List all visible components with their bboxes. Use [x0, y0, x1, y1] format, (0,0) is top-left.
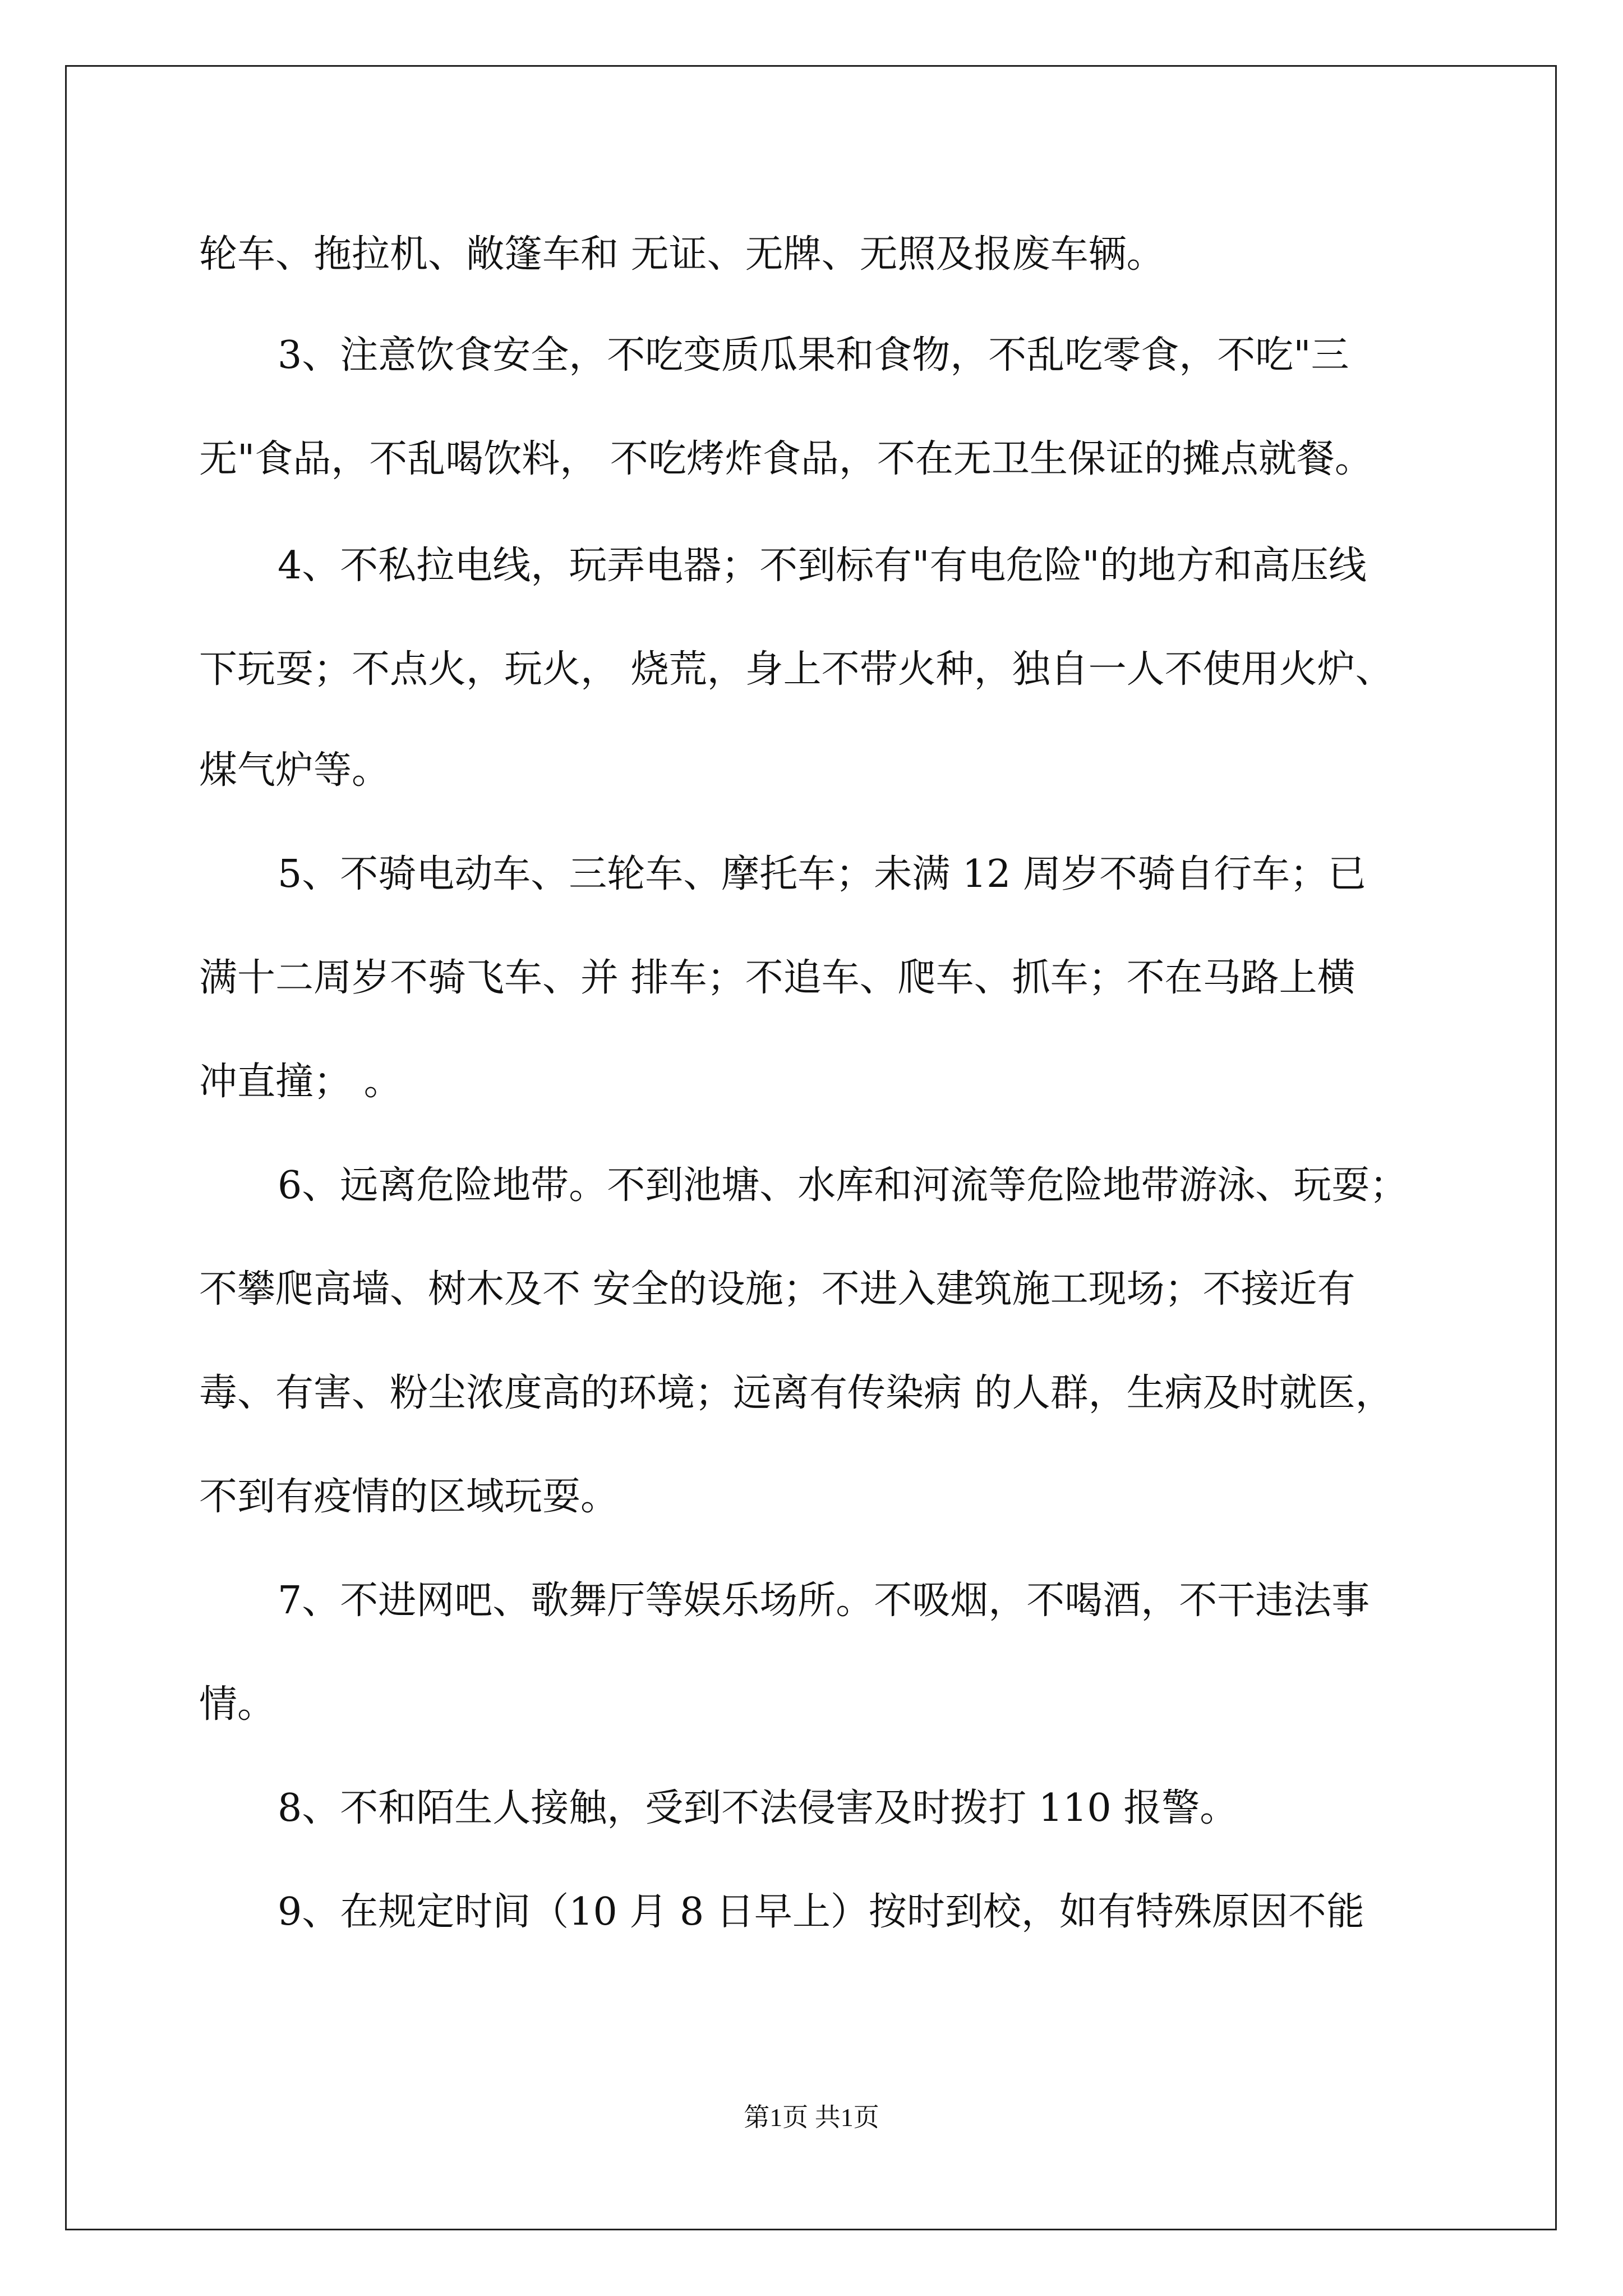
text-line: 5、不骑电动车、三轮车、摩托车；未满 12 周岁不骑自行车；已 [278, 852, 1367, 896]
text-line: 3、注意饮食安全，不吃变质瓜果和食物，不乱吃零食，不吃"三 [278, 333, 1349, 378]
text-line: 冲直撞； 。 [199, 1060, 402, 1104]
text-line: 8、不和陌生人接触，受到不法侵害及时拨打 110 报警。 [278, 1786, 1238, 1830]
text-line: 下玩耍；不点火，玩火， 烧荒，身上不带火种，独自一人不使用火炉、 [199, 647, 1394, 692]
text-line: 毒、有害、粉尘浓度高的环境；远离有传染病 的人群，生病及时就医， [199, 1371, 1394, 1415]
text-line: 不攀爬高墙、树木及不 安全的设施；不进入建筑施工现场；不接近有 [199, 1267, 1355, 1312]
text-line: 煤气炉等。 [199, 748, 390, 793]
text-line: 无"食品，不乱喝饮料， 不吃烤炸食品，不在无卫生保证的摊点就餐。 [199, 437, 1373, 481]
text-line: 6、远离危险地带。不到池塘、水库和河流等危险地带游泳、玩耍； [278, 1163, 1408, 1208]
text-line: 9、在规定时间（10 月 8 日早上）按时到校，如有特殊原因不能 [278, 1890, 1364, 1934]
page-footer: 第1页 共1页 [744, 2103, 879, 2132]
text-line: 情。 [199, 1682, 276, 1727]
text-line: 满十二周岁不骑飞车、并 排车；不追车、爬车、抓车；不在马路上横 [199, 956, 1355, 1000]
text-line: 不到有疫情的区域玩耍。 [199, 1475, 619, 1519]
text-line: 轮车、拖拉机、敞篷车和 无证、无牌、无照及报废车辆。 [199, 232, 1165, 277]
text-line: 4、不私拉电线，玩弄电器；不到标有"有电危险"的地方和高压线 [278, 544, 1367, 588]
text-line: 7、不进网吧、歌舞厅等娱乐场所。不吸烟，不喝酒，不干违法事 [278, 1579, 1370, 1623]
